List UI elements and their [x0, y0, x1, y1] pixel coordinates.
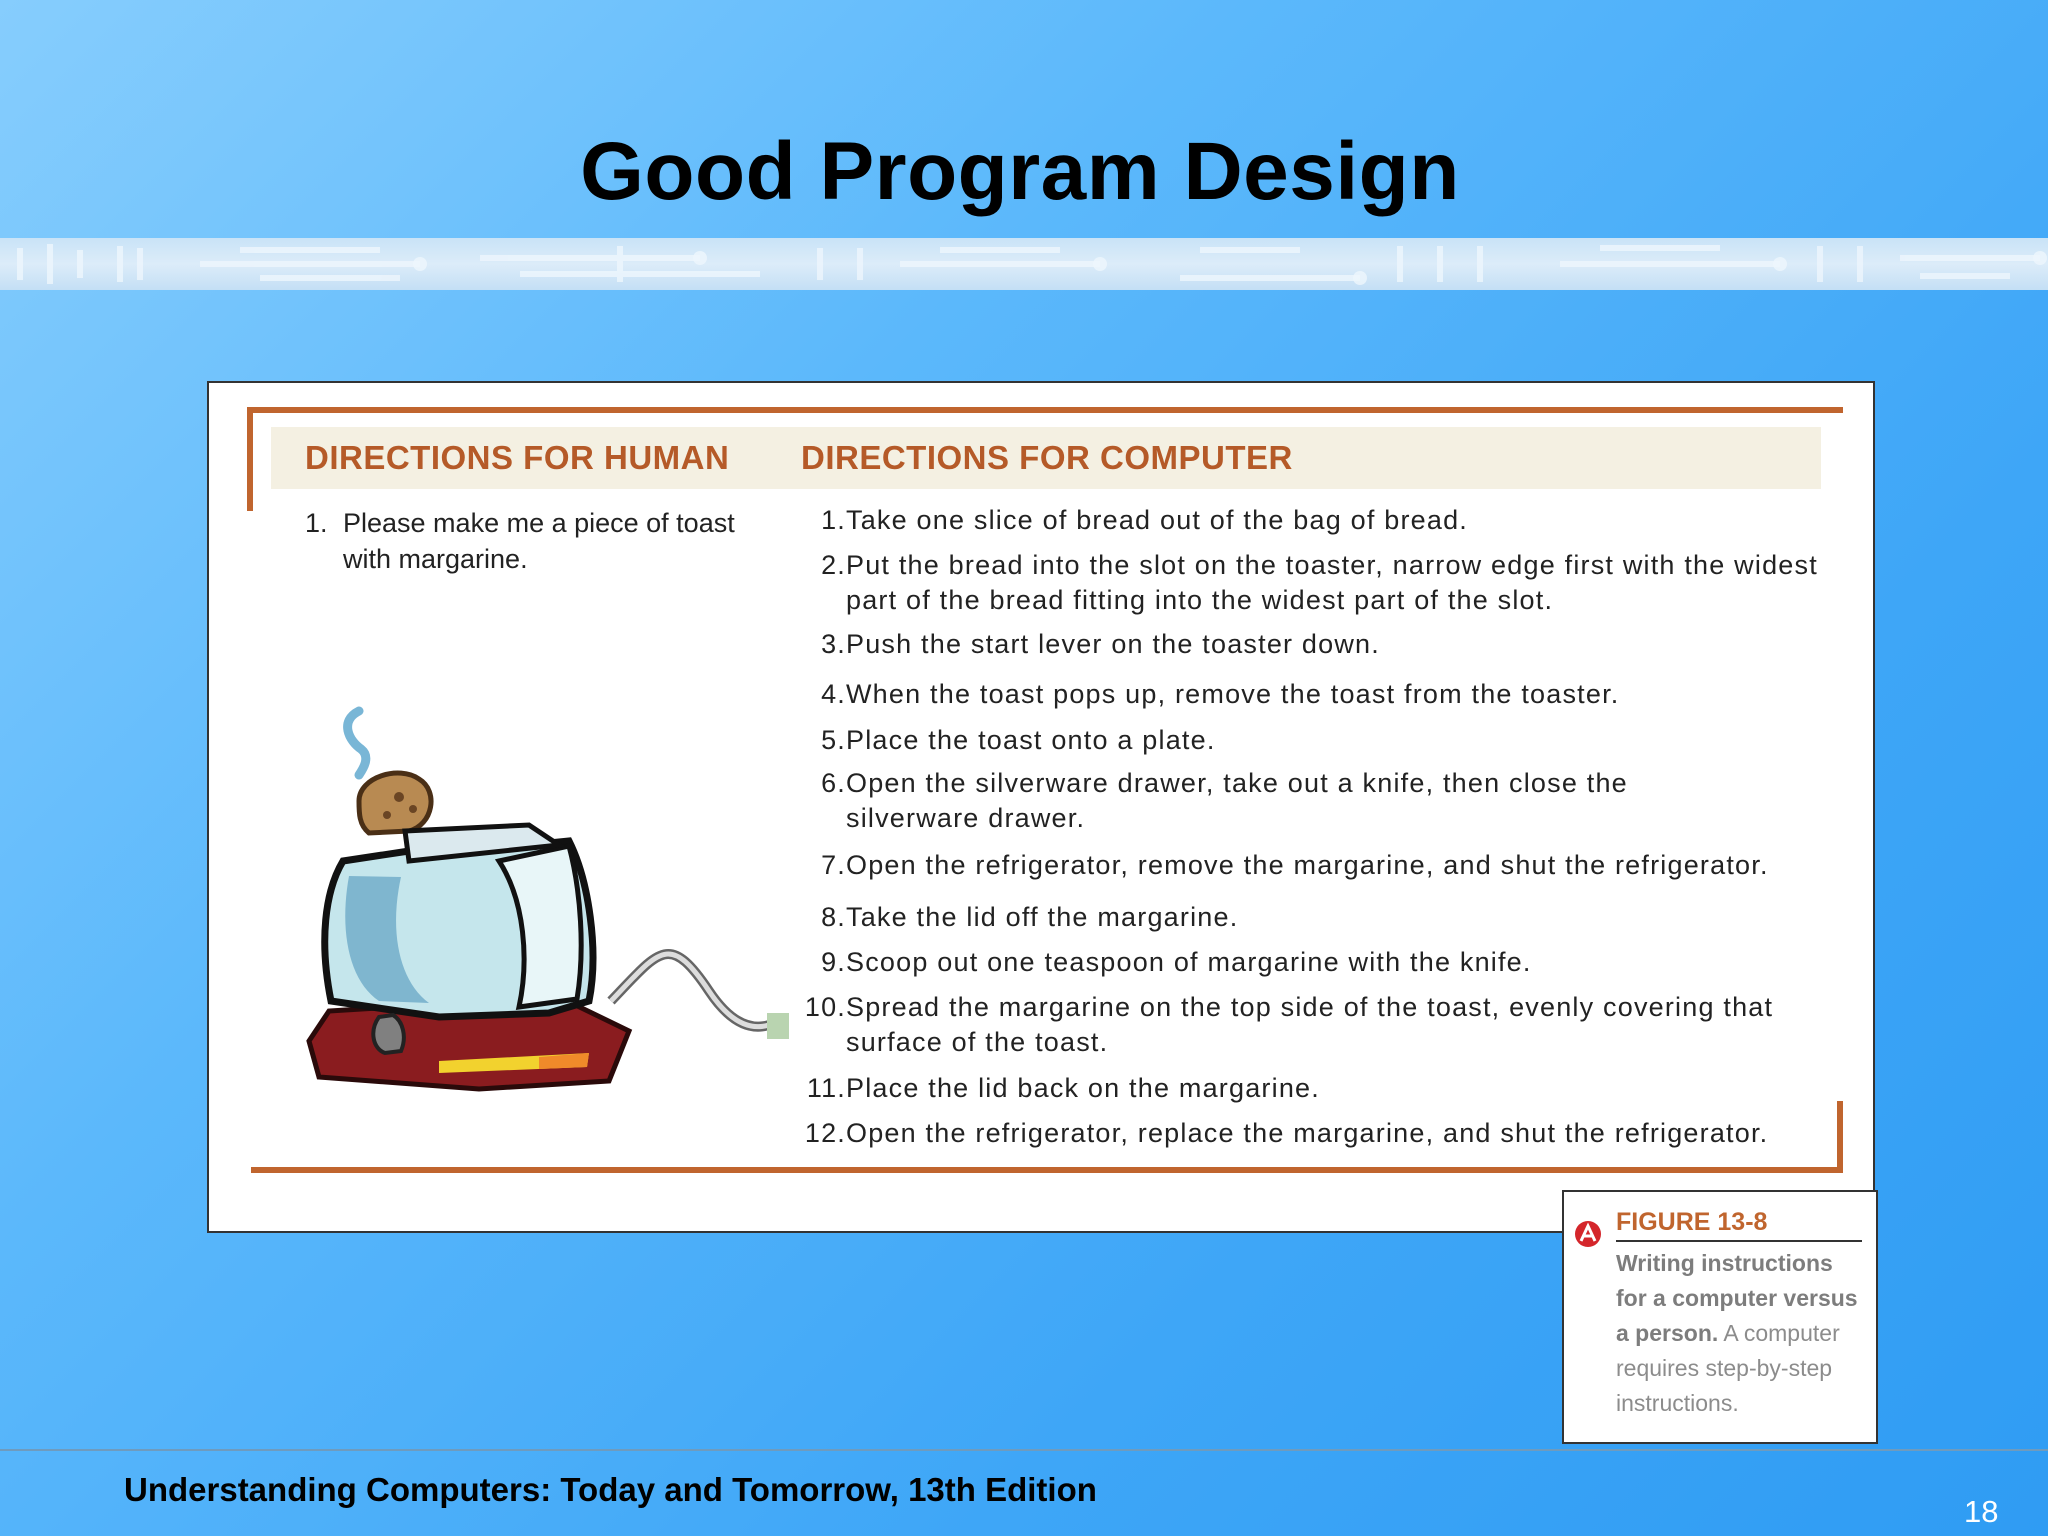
decorative-band: [0, 238, 2048, 290]
footer-divider: [0, 1449, 2048, 1451]
step-text: When the toast pops up, remove the toast from the toaster.: [846, 679, 1620, 709]
step-text: Place the toast onto a plate.: [846, 725, 1216, 755]
step-text: Open the refrigerator, remove the margarine, and shut the refrigerator.: [846, 850, 1769, 880]
step-number: 1.: [821, 505, 846, 535]
step-number: 6.: [821, 768, 846, 798]
step-text: Please make me a piece of toast with margarine.: [343, 508, 735, 574]
caption-text: [1616, 1246, 1866, 1421]
step-text: Put the bread into the slot on the toaster, narrow edge first with the widest part of the bread fitting into the widest part of the slot.: [846, 550, 1818, 615]
frame-border-left: [247, 407, 253, 511]
step-number: 4.: [821, 679, 846, 709]
step-text: Take one slice of bread out of the bag of bread.: [846, 505, 1468, 535]
slide-title: Good Program Design: [580, 126, 1460, 217]
frame-border-bottom: [251, 1167, 1843, 1173]
logo-icon: [1574, 1220, 1602, 1248]
step-number: 12.: [804, 1118, 846, 1148]
step-text: Scoop out one teaspoon of margarine with the knife.: [846, 947, 1532, 977]
step-text: Take the lid off the margarine.: [846, 902, 1239, 932]
frame-border-right: [1837, 1101, 1843, 1173]
figure-panel: [207, 381, 1875, 1233]
step-number: 5.: [821, 725, 846, 755]
step-number: 3.: [821, 629, 846, 659]
step-text: Spread the margarine on the top side of the toast, evenly covering that surface of the toast.: [846, 992, 1774, 1057]
page-number: 18: [1964, 1494, 1999, 1529]
step-text: Push the start lever on the toaster down.: [846, 629, 1380, 659]
caption-bold-text: Writing instructions for a computer versus a person.: [1616, 1250, 1858, 1346]
step-text: Place the lid back on the margarine.: [846, 1073, 1320, 1103]
computer-header: DIRECTIONS FOR COMPUTER: [801, 439, 1293, 476]
step-number: 2.: [821, 550, 846, 580]
caption-body-text: A computer requires step-by-step instructions.: [1616, 1320, 1840, 1416]
step-number: 1.: [305, 508, 328, 538]
step-number: 8.: [821, 902, 846, 932]
step-number: 10.: [804, 992, 846, 1022]
step-text: Open the refrigerator, replace the margarine, and shut the refrigerator.: [846, 1118, 1769, 1148]
figure-label: FIGURE 13-8: [1616, 1208, 1768, 1236]
step-number: 7.: [821, 850, 846, 880]
step-number: 9.: [821, 947, 846, 977]
human-header: DIRECTIONS FOR HUMAN: [305, 439, 730, 476]
toaster-icon: [289, 701, 809, 1141]
caption-rule: [1616, 1240, 1862, 1242]
figure-caption: [1562, 1190, 1878, 1444]
footer-text: Understanding Computers: Today and Tomorrow, 13th Edition: [124, 1471, 1097, 1508]
circuit-pattern-icon: [0, 238, 2048, 290]
frame-border-top: [247, 407, 1843, 413]
step-text: Open the silverware drawer, take out a knife, then close the silverware drawer.: [846, 768, 1628, 833]
step-number: 11.: [806, 1073, 846, 1103]
